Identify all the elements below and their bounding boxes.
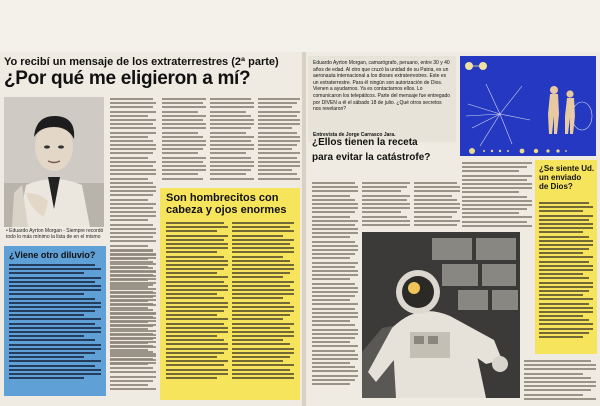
right-subheadline-line1: ¿Ellos tienen la receta [312,137,418,148]
portrait-illustration [4,97,104,227]
envoy-title-line3: de Dios? [539,182,573,192]
yellow-box-aliens [160,188,300,400]
right-column-3 [414,182,460,228]
yellow-box-col2 [232,222,294,381]
plaque-illustration [460,56,596,156]
article-headline: ¿Por qué me eligieron a mí? [4,68,251,89]
sidebar-title: ¿Viene otro diluvio? [9,250,96,260]
yellow-box-title [166,192,286,216]
yellow-box-col1 [166,222,228,381]
body-column-4 [258,98,300,182]
portrait-photo [4,97,104,227]
intro-box [308,56,456,142]
astronaut-photo [362,232,520,398]
right-column-4 [462,162,532,229]
sidebar-box-flood [4,246,106,396]
body-column-1-lower [110,250,156,392]
astronaut-illustration [362,232,520,398]
right-column-1 [312,182,358,387]
intro-paragraph-1: Eduardo Ayrton Morgan, camarógrafo, peruano, entre 30 y 40 años de edad. Al otro que cruzó la unidad de su Patria, es un aeronauta internacional a los dioses extraterrestres. Este es un extraterrestre. Para él ningún son autorización de Dios. Vienen a ayudarnos. Ya es contactarnos ellos. Lo comunicaron los telepáticos. [313,60,450,99]
body-column-3 [210,98,254,182]
right-column-bottom [524,360,596,402]
right-subheadline-line2: para evitar la catástrofe? [312,151,431,163]
yellow-box-title-line2: cabeza y ojos enormes [166,204,287,217]
envoy-body [539,202,593,340]
article-kicker: Yo recibí un mensaje de los extraterrestres (2ª parte) [4,56,279,68]
right-column-2 [362,182,410,228]
pioneer-plaque-image [460,56,596,156]
intro-paragraph-2: Parte del mensaje fue entregado por DIVEN a él el sábado 18 de julio. ¿Qué otros secretos nos revelaron? [313,92,451,113]
interview-credit: Entrevista de Jorge Carrasco Jara. [313,132,396,138]
envoy-title-line2: un enviado [539,173,582,183]
envoy-title-line1: ¿Se siente Ud. [539,164,595,173]
intro-text [313,60,451,113]
yellow-box-envoy-title [539,164,594,192]
yellow-box-title-line1: Son hombrecitos con [166,192,279,204]
body-column-2 [162,98,206,182]
sidebar-body [9,264,101,381]
yellow-box-envoy [535,160,597,354]
right-subheadline [312,136,430,165]
photo-caption: • Eduardo Ayrton Morgan - Siempre recordó todo lo más mínimo la lista de en el mismo [6,228,104,240]
